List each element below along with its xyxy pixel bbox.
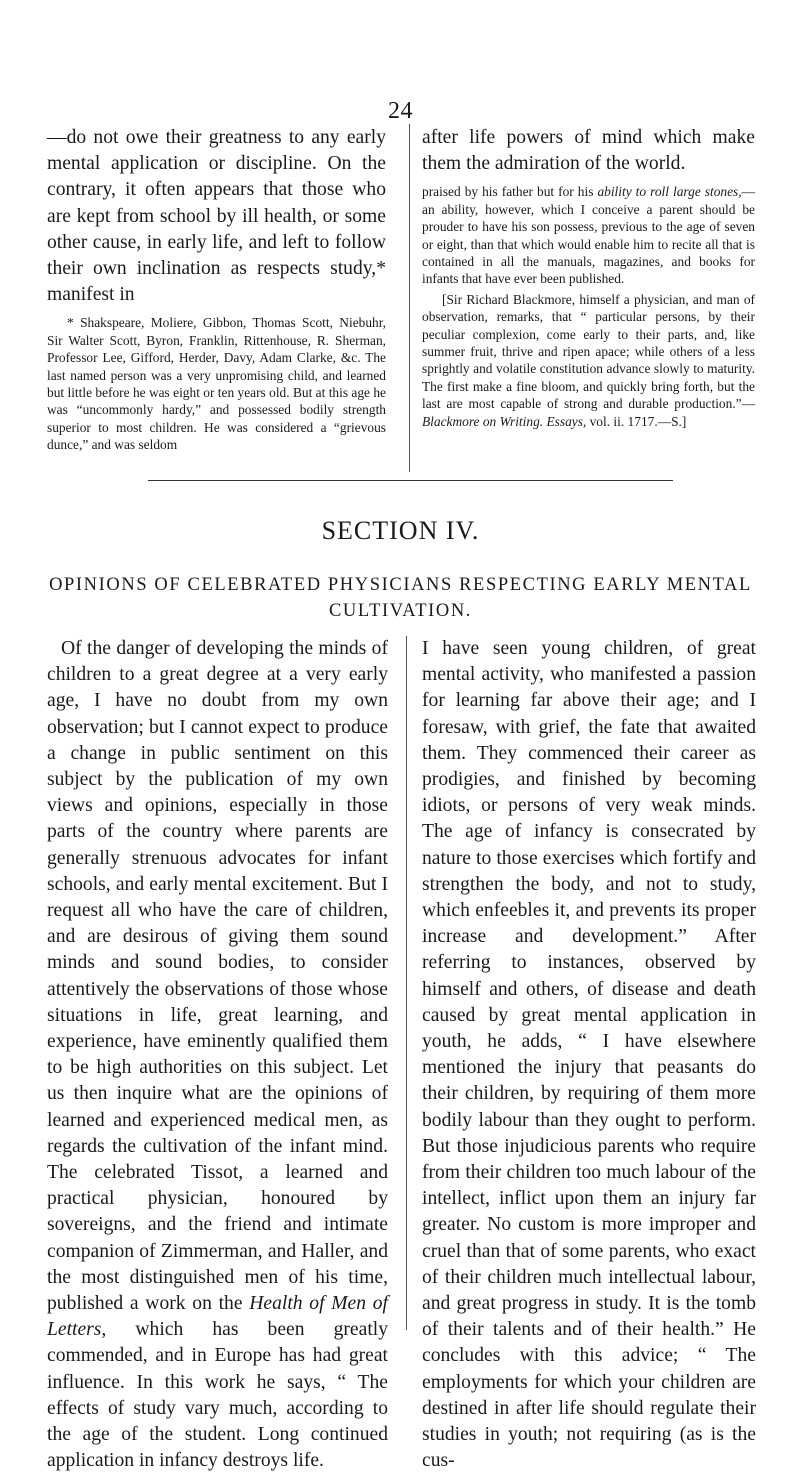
body-paragraph: —do not owe their greatness to any early mental application or discipline. On the contrary, it often appears that those who are kept from school by ill health, or some other cause, in early life, and left to follow their own inclination as respects study,* manifest in — [47, 127, 386, 306]
body-paragraph: after life powers of mind which make them the admiration of the world. — [422, 127, 755, 175]
column-divider — [409, 124, 410, 472]
body-paragraph: I have seen young children, of great mental activity, who manifested a passion for learning far above their age; and I foresaw, with grief, the fate that awaited them. They commenced their career as prodigies, and finished by becoming idiots, or persons of very weak minds. The age of infancy is consecrated by nature to those exercises which fortify and strengthen the body, and not to study, which enfeebles it, and prevents its proper increase and development.” After referring to instances, observed by himself and others, of disease and death caused by great mental application in youth, he adds, “ I have elsewhere mentioned the injury that peasants do their children, by requiring of them more bodily labour than they ought to perform. But those injudicious parents who require from their children too much labour of the intellect, inflict upon them an injury far greater. No custom is more improper and cruel than that of some parents, who exact of their children much intellectual labour, and great progress in study. It is the tomb of their talents and of their health.” He concludes with this advice; “ The employments for which your children are destined in after life should regulate their studies in youth; not requiring (as is the cus- — [422, 638, 756, 1472]
section-separator — [148, 480, 673, 481]
page-number: 24 — [388, 98, 413, 124]
bottom-left-column — [47, 636, 388, 1475]
body-paragraph: Of the danger of developing the minds of children to a great degree at a very early age, I have no doubt from my own observation; but I cannot expect to produce a change in public sentiment on this subject by the publication of my own views and opinions, especially in those parts of the country where parents are generally strenuous advocates for infant schools, and early mental excitement. But I request all who have the care of children, and are desirous of giving them sound minds and sound bodies, to consider attentively the observations of those whose situations in life, great learning, and experience, have eminently qualified them to be high authorities on this subject. Let us then inquire what are the opinions of learned and experienced medical men, as regards the cultivation of the infant mind. The celebrated Tissot, a learned and practical physician, honoured by sovereigns, and the friend and intimate companion of Zimmerman, and Haller, and the most distinguished men of his time, published a work on the Health of Men of Letters, which has been greatly commended, and in Europe has had great influence. In this work he says, “ The effects of study vary much, according to the age of the student. Long continued application in infancy destroys life. — [47, 638, 389, 1472]
top-right-column — [422, 125, 755, 430]
footnote-continued: praised by his father but for his ability to roll large stones,—an ability, however, which I conceive a parent should be prouder to have his son possess, previous to the age of seven or eight, than that which would enable him to recite all that is contained in all the manuals, magazines, and books for infants that have ever been published. — [422, 184, 755, 287]
footnote: * Shakspeare, Moliere, Gibbon, Thomas Scott, Niebuhr, Sir Walter Scott, Byron, Franklin, Rittenhouse, R. Sherman, Professor Lee, Gifford, Herder, Davy, Adam Clarke, &c. The last named person was a very unpromising child, and learned but little before he was eight or ten years old. But at this age he was “uncommonly hardy,” and possessed bodily strength superior to most children. He was considered a “grievous dunce,” and was seldom — [47, 315, 386, 453]
editor-note: [Sir Richard Blackmore, himself a physician, and man of observation, remarks, that “ particular persons, by their peculiar complexion, come early to their parts, and, like summer fruit, thrive and ripen apace; while others of a less sprightly and volatile constitution advance slowly to maturity. The first make a fine bloom, and quickly bring forth, but the last are most capable of strong and durable production.”—Blackmore on Writing. Essays, vol. ii. 1717.—S.] — [422, 291, 755, 429]
section-subtitle: OPINIONS OF CELEBRATED PHYSICIANS RESPECTING EARLY MENTAL CULTIVATION. — [49, 575, 752, 621]
section-title: SECTION IV. — [321, 516, 480, 545]
bottom-right-column — [422, 636, 756, 1475]
top-left-column — [47, 125, 386, 454]
column-divider — [406, 636, 407, 1330]
